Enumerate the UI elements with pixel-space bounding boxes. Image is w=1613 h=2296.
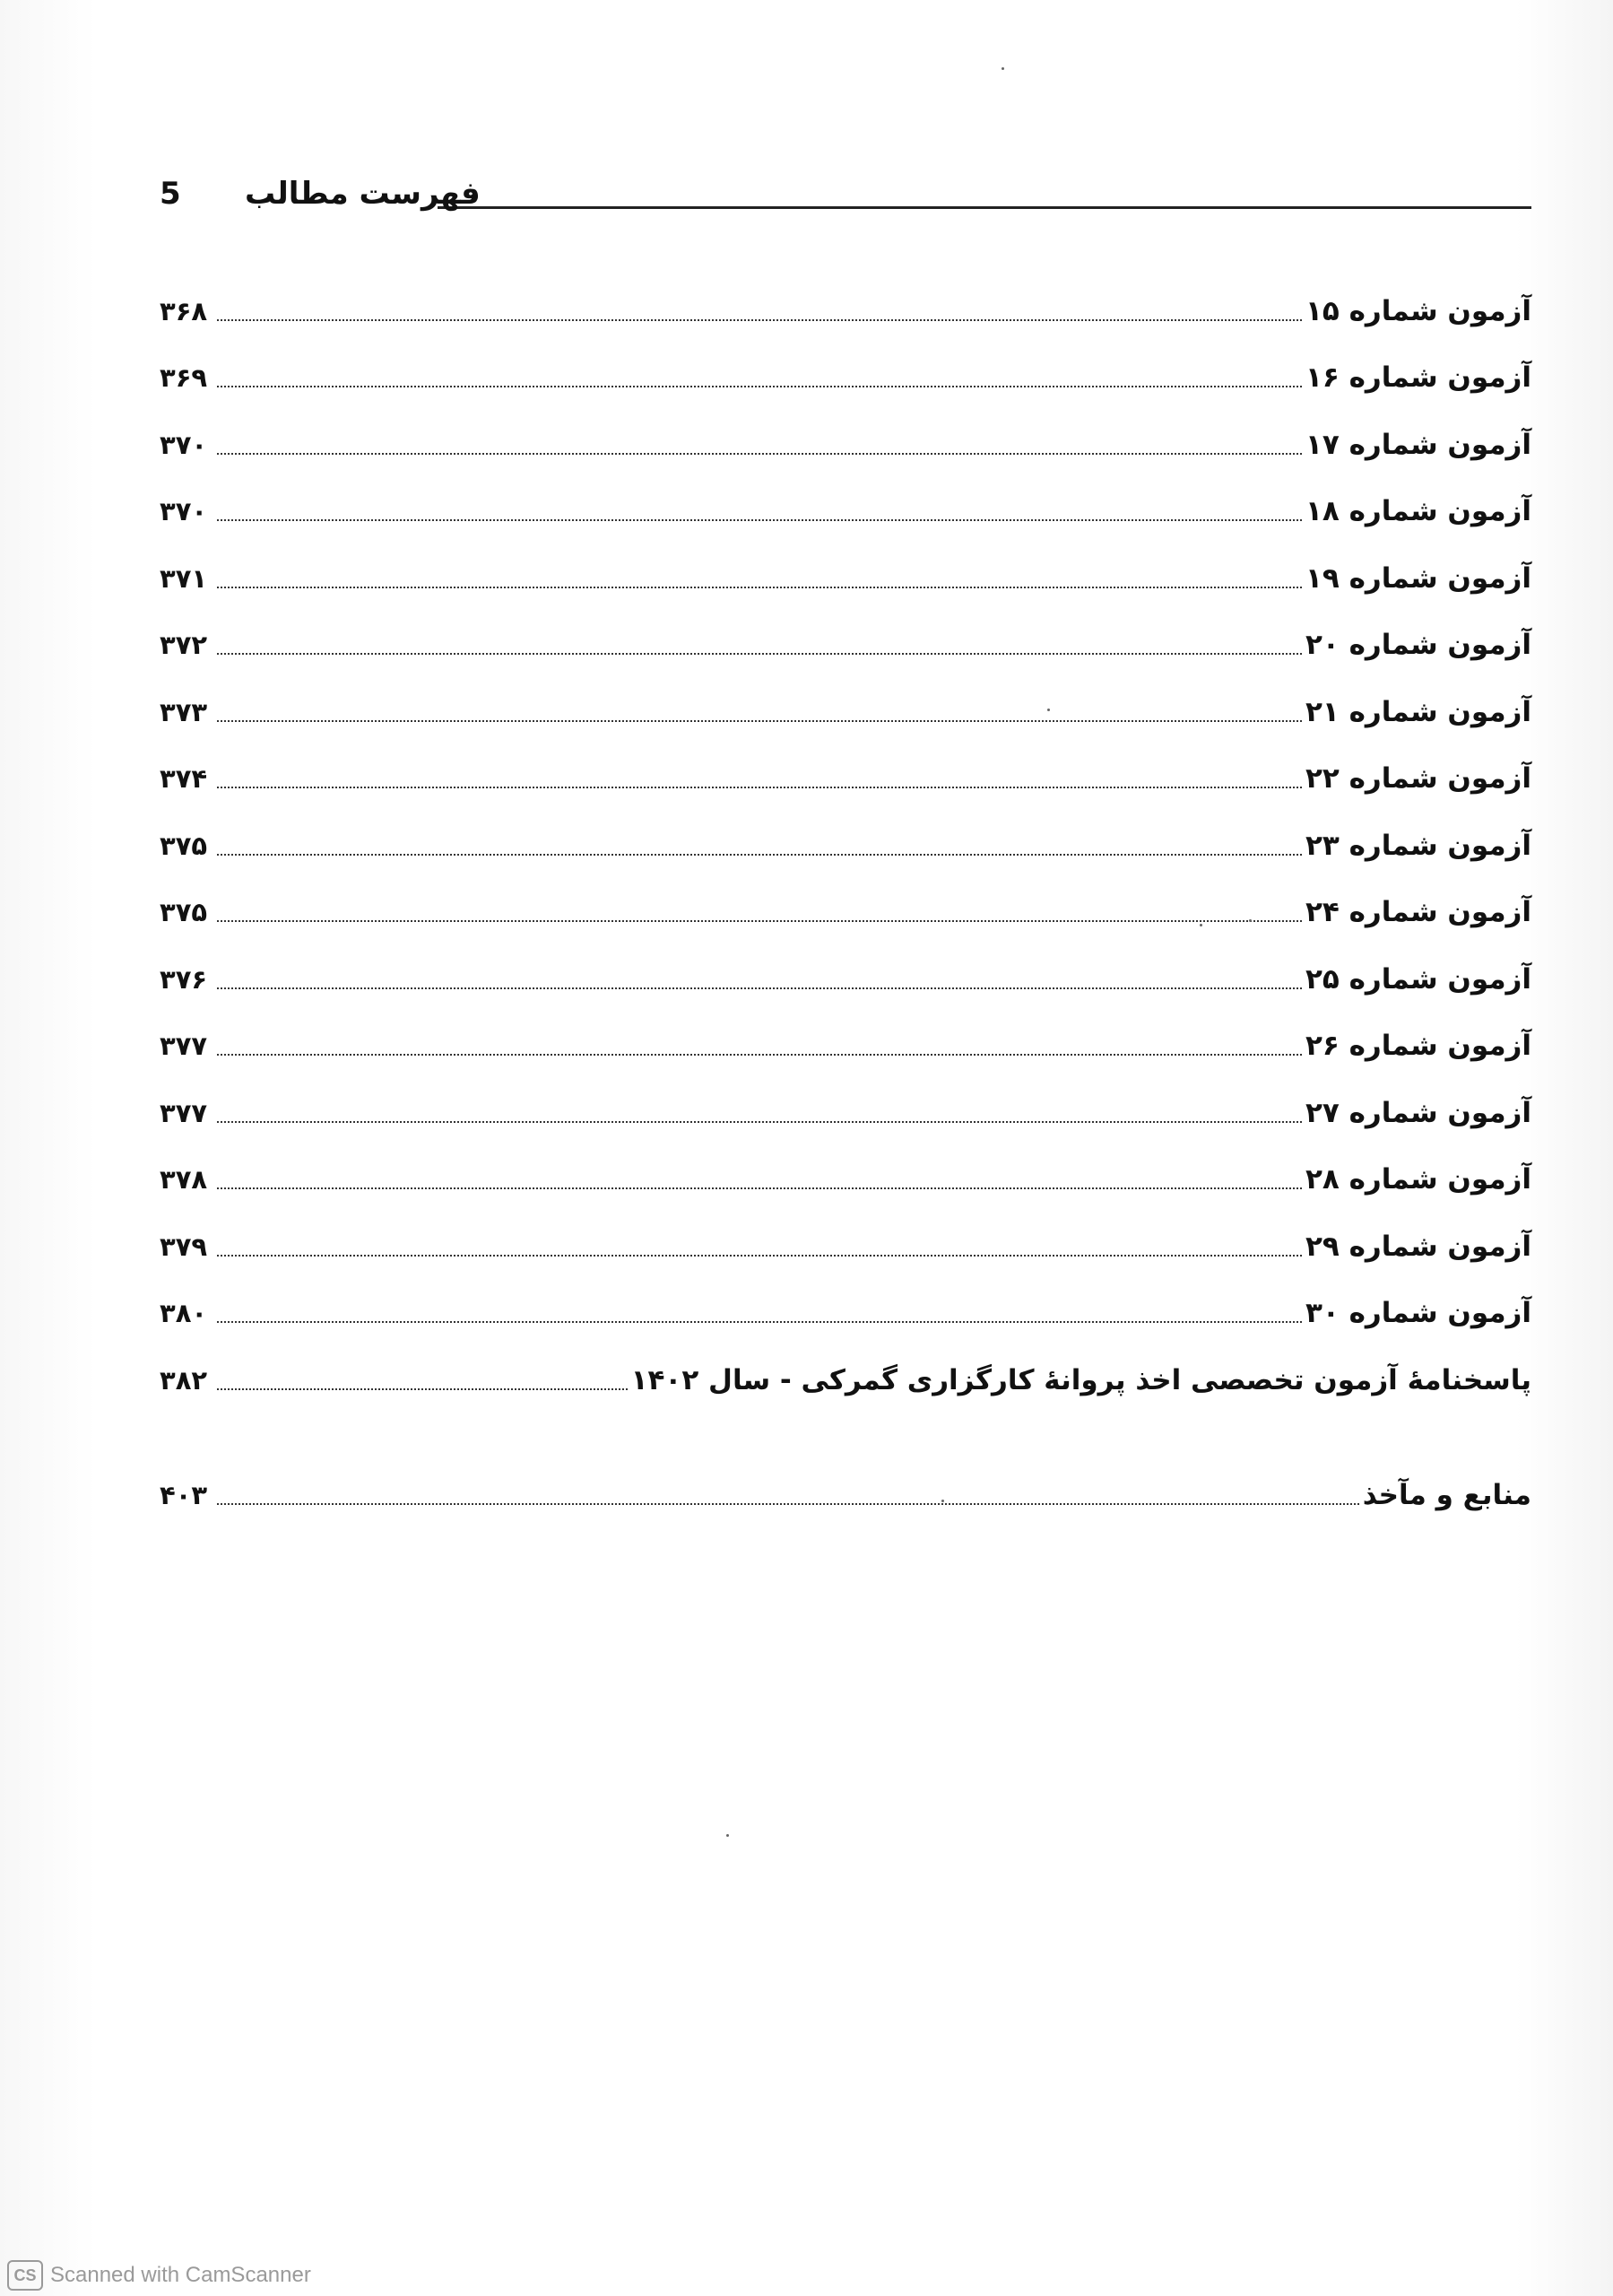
toc-leader xyxy=(217,1254,1302,1257)
toc-entry xyxy=(160,1265,1531,1332)
table-of-contents xyxy=(160,262,1531,1513)
toc-entry-title: آزمون شماره ۲۵ xyxy=(1305,962,1531,996)
toc-entry-page: ۳۶۸ xyxy=(160,295,208,326)
toc-entry xyxy=(160,1131,1531,1198)
toc-entry-page: ۳۷۸ xyxy=(160,1164,208,1195)
toc-entry-page: ۳۷۴ xyxy=(160,763,208,794)
toc-leader xyxy=(217,786,1302,788)
toc-leader xyxy=(217,518,1302,521)
toc-entry-page: ۳۷۷ xyxy=(160,1031,208,1061)
toc-entry-title: آزمون شماره ۲۷ xyxy=(1305,1096,1531,1129)
toc-leader xyxy=(217,1187,1302,1189)
toc-entry-title: آزمون شماره ۲۳ xyxy=(1305,829,1531,862)
header-title: فهرست مطالب xyxy=(245,176,481,212)
toc-entry xyxy=(160,663,1531,730)
toc-entry xyxy=(160,396,1531,463)
toc-entry-title: آزمون شماره ۱۷ xyxy=(1305,428,1531,461)
toc-entry-page: ۳۷۲ xyxy=(160,630,208,660)
toc-entry xyxy=(160,796,1531,864)
toc-leader xyxy=(217,1387,628,1390)
toc-entry-page: ۳۸۲ xyxy=(160,1364,208,1396)
toc-entry-page: ۳۷۵ xyxy=(160,830,208,861)
toc-entry-sources xyxy=(160,1447,1531,1514)
toc-entry xyxy=(160,1064,1531,1131)
toc-entry xyxy=(160,596,1531,664)
toc-entry-page: ۳۶۹ xyxy=(160,362,208,393)
toc-entry xyxy=(160,262,1531,329)
toc-leader xyxy=(217,1120,1302,1123)
toc-entry-title: آزمون شماره ۱۵ xyxy=(1305,294,1531,327)
camscanner-watermark xyxy=(7,2260,311,2291)
toc-leader xyxy=(217,452,1302,455)
toc-leader xyxy=(217,318,1302,321)
toc-entry xyxy=(160,1197,1531,1265)
toc-entry-title: آزمون شماره ۲۰ xyxy=(1305,629,1531,661)
toc-entry-title: آزمون شماره ۲۸ xyxy=(1305,1163,1531,1196)
header-page-number: 5 xyxy=(160,176,181,212)
scan-speck xyxy=(1249,919,1252,922)
toc-entry-title: آزمون شماره ۲۶ xyxy=(1305,1030,1531,1062)
toc-entry-page: ۳۷۱ xyxy=(160,562,208,594)
toc-entry-title: آزمون شماره ۱۶ xyxy=(1305,361,1531,394)
toc-leader xyxy=(217,719,1302,722)
toc-leader xyxy=(217,586,1302,588)
toc-entry-answer-sheet xyxy=(160,1331,1531,1398)
camscanner-logo-icon: CS xyxy=(7,2260,43,2291)
scan-speck xyxy=(1047,709,1050,711)
toc-entry-page: ۳۸۰ xyxy=(160,1298,208,1328)
toc-leader xyxy=(217,1320,1302,1323)
scan-speck xyxy=(941,1500,944,1502)
scan-speck xyxy=(1200,924,1202,926)
toc-entry-title: منابع و مآخذ xyxy=(1362,1479,1531,1511)
toc-entry-title: آزمون شماره ۱۸ xyxy=(1305,495,1531,527)
toc-entry xyxy=(160,730,1531,797)
header-rule xyxy=(438,206,1531,209)
scan-speck xyxy=(726,1834,729,1837)
toc-leader xyxy=(217,385,1302,387)
toc-entry xyxy=(160,329,1531,396)
toc-entry-page: ۳۷۶ xyxy=(160,963,208,995)
toc-entry-page: ۳۷۵ xyxy=(160,897,208,927)
toc-entry-title: آزمون شماره ۲۹ xyxy=(1305,1230,1531,1263)
toc-leader xyxy=(217,919,1302,922)
toc-entry-title: پاسخنامهٔ آزمون تخصصی اخذ پروانهٔ کارگزاری گمرکی - سال ۱۴۰۲ xyxy=(630,1363,1531,1396)
toc-entry-title: آزمون شماره ۳۰ xyxy=(1305,1297,1531,1329)
toc-entry-title: آزمون شماره ۱۹ xyxy=(1305,561,1531,595)
toc-entry xyxy=(160,529,1531,596)
toc-entry xyxy=(160,864,1531,931)
scan-speck xyxy=(1002,67,1004,70)
toc-entry-page: ۳۷۰ xyxy=(160,496,208,526)
toc-entry xyxy=(160,463,1531,530)
toc-entry-title: آزمون شماره ۲۱ xyxy=(1305,695,1531,728)
watermark-text: Scanned with CamScanner xyxy=(50,2263,311,2287)
toc-entry-page: ۳۷۷ xyxy=(160,1097,208,1128)
toc-leader xyxy=(217,1502,1359,1505)
toc-leader xyxy=(217,652,1302,655)
toc-entry xyxy=(160,930,1531,997)
toc-entry-page: ۳۷۳ xyxy=(160,696,208,727)
toc-entry xyxy=(160,997,1531,1065)
toc-entry-page: ۴۰۳ xyxy=(160,1480,208,1510)
toc-entry-title: آزمون شماره ۲۲ xyxy=(1305,762,1531,795)
toc-entry-page: ۳۷۹ xyxy=(160,1231,208,1262)
toc-leader xyxy=(217,853,1302,856)
toc-leader xyxy=(217,1053,1302,1056)
toc-entry-page: ۳۷۰ xyxy=(160,429,208,460)
page-header xyxy=(160,176,1531,230)
toc-leader xyxy=(217,987,1302,989)
toc-entry-title: آزمون شماره ۲۴ xyxy=(1305,896,1531,928)
